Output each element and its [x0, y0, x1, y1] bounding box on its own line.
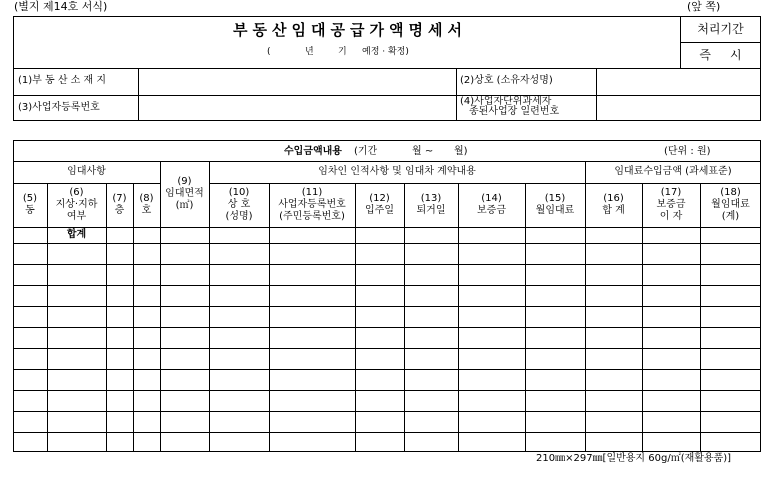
- income-month-end: 월): [454, 146, 468, 157]
- col-move-out-date: (13) 퇴거일: [416, 193, 446, 216]
- col-building: (5) 동: [22, 193, 38, 216]
- group-tenant: 임차인 인적사항 및 임대차 계약내용: [318, 166, 476, 177]
- table-row: [13, 348, 761, 349]
- table-row: [13, 327, 761, 328]
- col-monthly-rent: (15) 월임대료: [535, 193, 575, 216]
- subtitle-period: 기: [338, 47, 347, 57]
- income-period-open: (기간: [354, 146, 378, 157]
- col-unit: (8) 호: [139, 193, 154, 216]
- table-row: [13, 285, 761, 286]
- col-deposit-interest: (17) 보증금 이 자: [656, 187, 686, 222]
- table-row: [13, 306, 761, 307]
- paper-spec-footer: 210㎜×297㎜[일반용지 60g/㎡(재활용품)]: [536, 453, 732, 464]
- subtitle-open: (: [267, 47, 271, 57]
- page-title: 부동산임대공급가액명세서: [233, 21, 467, 39]
- total-row-label: 합계: [66, 229, 87, 240]
- col-rental-area: (9) 임대면적 (㎡): [165, 176, 204, 211]
- field-address-label: (1)부 동 산 소 재 지: [18, 75, 107, 86]
- group-lease: 임대사항: [67, 166, 106, 177]
- form-id: (별지 제14호 서식): [14, 0, 108, 13]
- col-total: (16) 합 계: [602, 193, 625, 216]
- table-row: [13, 264, 761, 265]
- field-company-label: (2)상호 (소유자성명): [460, 75, 553, 86]
- subtitle-year: 년: [305, 47, 314, 57]
- income-label: 수입금액내용: [284, 146, 342, 157]
- table-row: [13, 432, 761, 433]
- field-unit-label-line1: (4)사업자단위과세자: [460, 96, 552, 107]
- col-move-in-date: (12) 입주일: [365, 193, 394, 216]
- group-revenue: 임대료수입금액 (과세표준): [614, 166, 732, 177]
- subtitle-kind: 예정 · 확정): [362, 47, 409, 57]
- col-deposit: (14) 보증금: [477, 193, 506, 216]
- page-side: (앞 쪽): [687, 0, 721, 13]
- col-tenant-bizno: (11) 사업자등록번호 (주민등록번호): [278, 187, 346, 222]
- income-month-start: 월 ~: [412, 146, 434, 157]
- field-unit-label-line2: 종된사업장 일련번호: [469, 106, 560, 117]
- field-bizno-label: (3)사업자등록번호: [18, 102, 100, 113]
- col-tenant-name: (10) 상 호 (성명): [225, 187, 253, 222]
- col-floor: (7) 층: [112, 193, 127, 216]
- col-above-below-ground: (6) 지상·지하 여부: [55, 187, 98, 222]
- unit-label: (단위 : 원): [664, 146, 711, 157]
- processing-period-label: 처리기간: [697, 21, 744, 36]
- table-row: [13, 390, 761, 391]
- table-row: [13, 369, 761, 370]
- col-monthly-rent-sum: (18) 월임대료 (계): [711, 187, 750, 222]
- table-row: [13, 411, 761, 412]
- processing-period-value: 즉 시: [699, 47, 742, 62]
